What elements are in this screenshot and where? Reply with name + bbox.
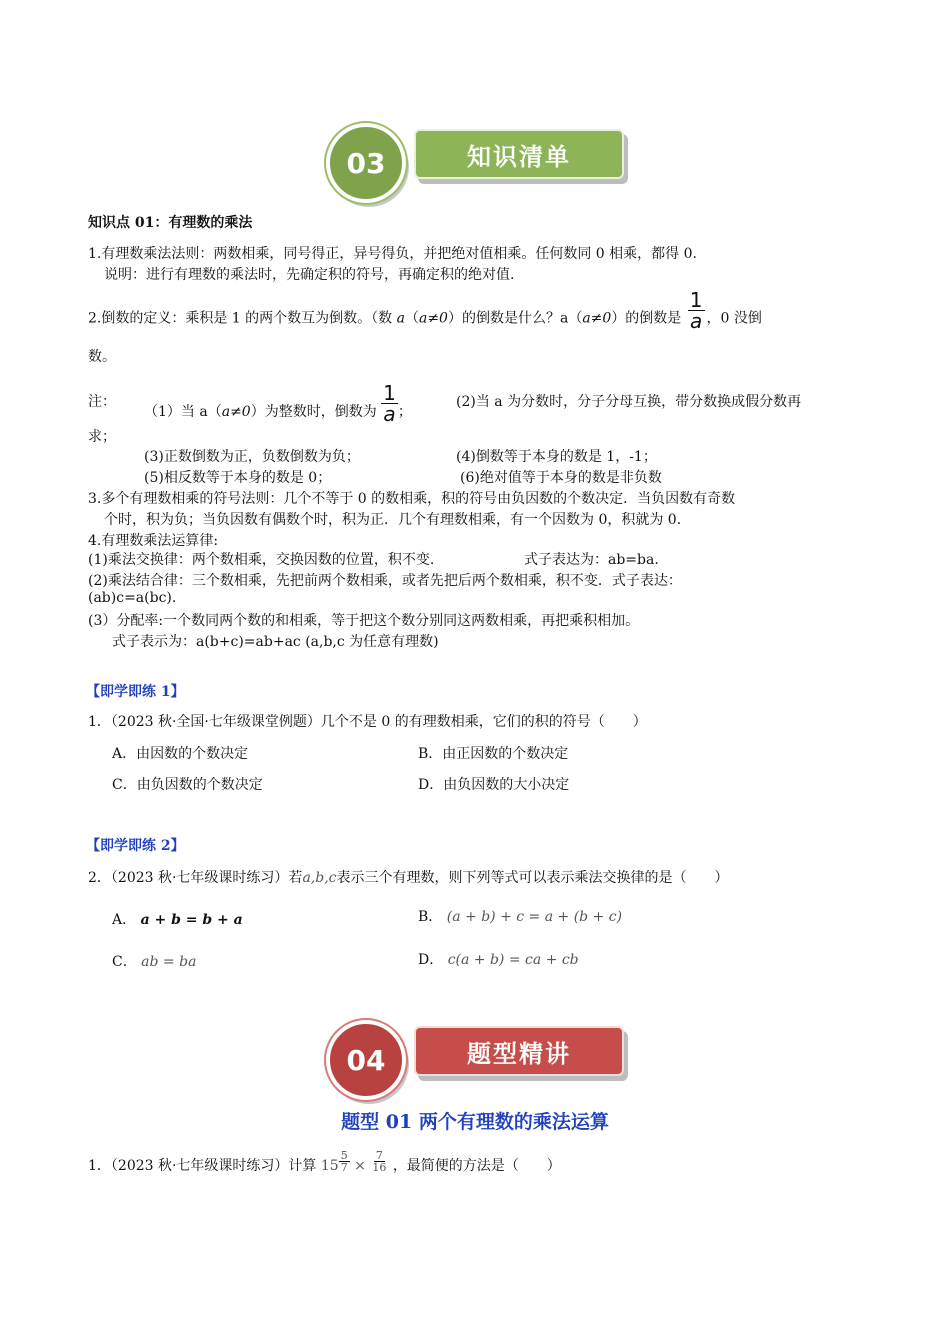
laws-heading: 4.有理数乘法运算律: bbox=[88, 533, 219, 549]
section-title-banner: 知识清单 bbox=[414, 129, 624, 179]
question-type-title: 题型 01 两个有理数的乘法运算 bbox=[341, 1111, 609, 1133]
exercise-2-question: 2．（2023 秋·七年级课时练习）若a,b,c表示三个有理数，则下列等式可以表示乘法交换律的是（ ） bbox=[88, 870, 729, 886]
note-6: (6)绝对值等于本身的数是非负数 bbox=[460, 470, 662, 486]
commutative-formula: 式子表达为：ab=ba. bbox=[524, 552, 659, 568]
exercise-2-option-b[interactable]: B． (a + b) + c = a + (b + c) bbox=[418, 909, 623, 925]
exercise-1-option-c[interactable]: C．由负因数的个数决定 bbox=[112, 777, 263, 793]
mixed-fraction: $\frac{5}{7}$ bbox=[340, 1149, 348, 1174]
integer-reciprocal-fraction: $\frac{1}{a}$ bbox=[383, 381, 396, 426]
section-number-badge-04: 04 bbox=[326, 1020, 406, 1100]
reciprocal-definition-cont: 数。 bbox=[88, 349, 116, 365]
reciprocal-fraction: $\frac{1}{a}$ bbox=[689, 288, 703, 333]
associative-formula: (ab)c=a(bc). bbox=[88, 590, 177, 606]
section-number-badge: 03 bbox=[326, 123, 406, 203]
distributive-law: (3）分配率:一个数同两个数的和相乘，等于把这个数分别同这两数相乘，再把乘积相加。 bbox=[88, 613, 640, 629]
exercise-2-option-c[interactable]: C． ab = ba bbox=[112, 954, 197, 970]
question-1: 1．（2023 秋·七年级课时练习）计算 15 $\frac{5}{7}$ × $\frac{7}{16}$ ，最简便的方法是（ ） bbox=[88, 1149, 561, 1174]
associative-law: (2)乘法结合律：三个数相乘，先把前两个数相乘，或者先把后两个数相乘，积不变．式子表达： bbox=[88, 573, 682, 589]
note-5: (5)相反数等于本身的数是 0； bbox=[144, 470, 332, 486]
knowledge-point-heading: 知识点 01：有理数的乘法 bbox=[88, 215, 253, 231]
exercise-1-label: 【即学即练 1】 bbox=[86, 684, 185, 700]
exercise-2-option-a[interactable]: A． a + b = b + a bbox=[112, 912, 243, 928]
reciprocal-definition: 2.倒数的定义：乘积是 1 的两个数互为倒数。（数 a（a≠0）的倒数是什么？a（a≠0）的倒数是 $\frac{1}{a}$ ，0 没倒 bbox=[88, 288, 762, 333]
note-label: 注： bbox=[88, 394, 116, 410]
distributive-formula: 式子表示为：a(b+c)=ab+ac (a,b,c 为任意有理数) bbox=[112, 634, 439, 650]
exercise-1-option-b[interactable]: B．由正因数的个数决定 bbox=[418, 746, 569, 762]
section-title-banner-04: 题型精讲 bbox=[414, 1026, 624, 1076]
sign-rule-line-2: 个时，积为负；当负因数有偶数个时，积为正．几个有理数相乘，有一个因数为 0，积就为 0. bbox=[104, 512, 682, 528]
exercise-1-question: 1．（2023 秋·全国·七年级课堂例题）几个不是 0 的有理数相乘，它们的积的符号（ ） bbox=[88, 714, 647, 730]
sign-rule-line-1: 3.多个有理数相乘的符号法则：几个不等于 0 的数相乘，积的符号由负因数的个数决定．当负因数有奇数 bbox=[88, 491, 736, 507]
rule-paragraph-1: 1.有理数乘法法则：两数相乘，同号得正，异号得负，并把绝对值相乘。任何数同 0 相乘，都得 0. bbox=[88, 246, 697, 262]
rule-note-1: 说明：进行有理数的乘法时，先确定积的符号，再确定积的绝对值. bbox=[104, 267, 515, 283]
note-1: （1）当 a（a≠0）为整数时，倒数为 $\frac{1}{a}$ ； bbox=[144, 381, 412, 426]
exercise-1-option-a[interactable]: A．由因数的个数决定 bbox=[112, 746, 249, 762]
note-2: (2)当 a 为分数时，分子分母互换，带分数换成假分数再 bbox=[456, 394, 802, 410]
exercise-1-option-d[interactable]: D．由负因数的大小决定 bbox=[418, 777, 570, 793]
second-fraction: $\frac{7}{16}$ bbox=[372, 1149, 387, 1174]
note-3: (3)正数倒数为正，负数倒数为负； bbox=[144, 449, 360, 465]
condition: a≠0 bbox=[582, 310, 612, 327]
exercise-2-option-d[interactable]: D． c(a + b) = ca + cb bbox=[418, 952, 579, 968]
commutative-law: (1)乘法交换律：两个数相乘，交换因数的位置，积不变. bbox=[88, 552, 435, 568]
note-4: (4)倒数等于本身的数是 1，-1； bbox=[456, 449, 657, 465]
note-2-cont: 求； bbox=[88, 429, 116, 445]
exercise-2-label: 【即学即练 2】 bbox=[86, 838, 185, 854]
